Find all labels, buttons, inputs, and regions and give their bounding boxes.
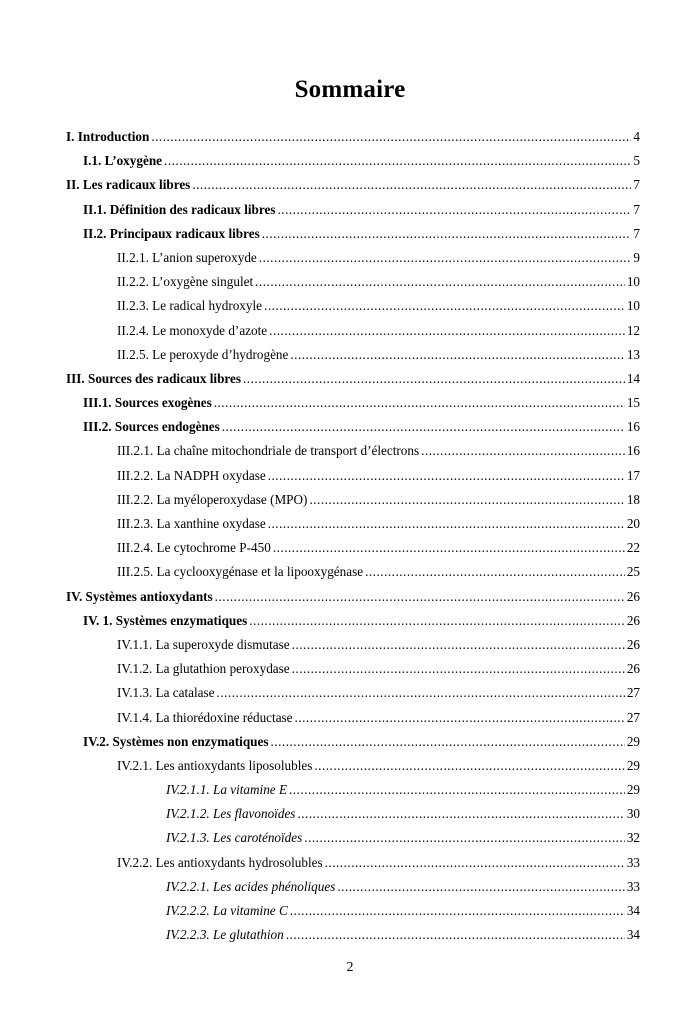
toc-entry[interactable] [0, 200, 700, 224]
toc-entry-label: IV.2.2.1. Les acides phénoliques [166, 878, 336, 894]
toc-entry-label: II.2.2. L’oxygène singulet [117, 274, 254, 290]
toc-dot-leader [290, 345, 624, 365]
toc-entry[interactable] [0, 756, 700, 780]
toc-entry[interactable] [0, 635, 700, 659]
toc-entry-label: IV.1.3. La catalase [117, 685, 215, 701]
toc-entry[interactable] [0, 732, 700, 756]
toc-entry[interactable] [0, 853, 700, 877]
toc-entry-label: III.2. Sources endogènes [83, 419, 220, 435]
toc-entry-label: IV.2.2. Les antioxydants hydrosolubles [117, 854, 323, 870]
toc-entry-label: III.2.4. Le cytochrome P-450 [117, 540, 271, 556]
toc-dot-leader [421, 441, 625, 461]
toc-entry-page: 5 [633, 153, 640, 169]
toc-entry-page: 26 [626, 661, 640, 677]
toc-entry-page: 15 [626, 395, 640, 411]
toc-dot-leader [325, 853, 625, 873]
toc-entry[interactable] [0, 514, 700, 538]
toc-entry-page: 27 [626, 685, 640, 701]
toc-dot-leader [262, 224, 632, 244]
toc-entry-page: 34 [626, 903, 640, 918]
toc-dot-leader [304, 828, 625, 848]
toc-entry-label: III.2.5. La cyclooxygénase et la lipooxygénase [117, 564, 364, 580]
toc-dot-leader [259, 248, 632, 268]
toc-dot-leader [277, 200, 631, 220]
toc-entry-label: IV.2.2.2. La vitamine C [166, 903, 288, 918]
toc-entry[interactable] [0, 708, 700, 732]
toc-dot-leader [268, 466, 625, 486]
toc-entry-page: 7 [633, 225, 640, 241]
toc-dot-leader [273, 538, 625, 558]
toc-entry-page: 4 [633, 129, 640, 144]
toc-entry-page: 20 [626, 516, 640, 531]
toc-entry[interactable] [0, 321, 700, 345]
toc-dot-leader [289, 780, 625, 800]
toc-entry-page: 17 [626, 467, 640, 483]
toc-entry-label: III.1. Sources exogènes [83, 395, 212, 411]
toc-entry-page: 10 [626, 298, 640, 314]
toc-entry-label: III. Sources des radicaux libres [66, 370, 241, 386]
toc-dot-leader [222, 417, 625, 437]
toc-entry[interactable] [0, 562, 700, 586]
toc-entry-label: IV.2.2.3. Le glutathion [166, 927, 284, 943]
toc-entry-page: 12 [626, 322, 640, 338]
toc-entry[interactable] [0, 296, 700, 320]
toc-entry-page: 26 [626, 612, 640, 628]
toc-entry-page: 9 [633, 249, 640, 265]
toc-entry-label: IV.2. Systèmes non enzymatiques [83, 733, 269, 749]
toc-dot-leader [249, 611, 625, 631]
toc-entry[interactable] [0, 393, 700, 417]
toc-entry[interactable] [0, 490, 700, 514]
toc-entry-label: IV. Systèmes antioxydants [66, 588, 213, 604]
toc-entry-page: 13 [626, 346, 640, 362]
toc-entry[interactable] [0, 877, 700, 901]
toc-entry-label: II.2.4. Le monoxyde d’azote [117, 322, 268, 338]
toc-dot-leader [314, 756, 624, 776]
toc-entry[interactable] [0, 127, 700, 151]
toc-entry[interactable] [0, 175, 700, 199]
toc-entry-label: I. Introduction [66, 129, 150, 144]
toc-entry-label: III.2.3. La xanthine oxydase [117, 516, 266, 531]
toc-entry-label: II.2. Principaux radicaux libres [83, 225, 260, 241]
toc-dot-leader [269, 321, 625, 341]
toc-entry-page: 26 [626, 588, 640, 604]
toc-entry[interactable] [0, 466, 700, 490]
toc-dot-leader [309, 490, 624, 510]
toc-entry[interactable] [0, 441, 700, 465]
toc-entry-page: 25 [626, 564, 640, 580]
toc-entry-label: II.2.1. L’anion superoxyde [117, 249, 257, 265]
toc-entry[interactable] [0, 345, 700, 369]
toc-dot-leader [217, 683, 625, 703]
toc-entry[interactable] [0, 538, 700, 562]
toc-entry-label: IV.2.1.2. Les flavonoïdes [166, 806, 296, 822]
toc-entry[interactable] [0, 611, 700, 635]
toc-dot-leader [337, 877, 624, 897]
toc-entry-page: 7 [633, 177, 640, 193]
toc-entry[interactable] [0, 369, 700, 393]
toc-dot-leader [271, 732, 625, 752]
toc-dot-leader [151, 127, 631, 147]
table-of-contents [0, 127, 700, 949]
toc-entry[interactable] [0, 780, 700, 804]
toc-entry-label: II.2.5. Le peroxyde d’hydrogène [117, 346, 289, 362]
toc-entry-page: 33 [626, 854, 640, 870]
toc-dot-leader [243, 369, 625, 389]
toc-entry-label: II.2.3. Le radical hydroxyle [117, 298, 263, 314]
toc-entry[interactable] [0, 901, 700, 925]
toc-entry-label: IV.1.4. La thiorédoxine réductase [117, 709, 293, 725]
toc-dot-leader [255, 272, 625, 292]
toc-entry-page: 22 [626, 540, 640, 556]
toc-entry-page: 10 [626, 274, 640, 290]
toc-entry-page: 34 [626, 927, 640, 943]
toc-entry-page: 29 [626, 782, 640, 798]
toc-entry[interactable] [0, 272, 700, 296]
toc-entry-label: IV.1.1. La superoxyde dismutase [117, 636, 290, 652]
toc-entry[interactable] [0, 925, 700, 949]
toc-entry[interactable] [0, 659, 700, 683]
toc-entry-page: 26 [626, 636, 640, 652]
toc-entry-label: IV.2.1.1. La vitamine E [166, 782, 287, 798]
toc-dot-leader [292, 659, 625, 679]
page-title: Sommaire [294, 76, 406, 103]
toc-entry-label: I.1. L’oxygène [83, 153, 163, 169]
toc-entry-page: 16 [626, 419, 640, 435]
toc-entry[interactable] [0, 828, 700, 852]
toc-entry-label: II. Les radicaux libres [66, 177, 191, 193]
toc-entry-page: 33 [626, 878, 640, 894]
toc-entry-label: IV.1.2. La glutathion peroxydase [117, 661, 290, 677]
toc-entry-label: IV.2.1.3. Les caroténoïdes [166, 830, 303, 846]
toc-entry-page: 7 [633, 201, 640, 217]
toc-dot-leader [164, 151, 631, 171]
toc-entry[interactable] [0, 804, 700, 828]
toc-entry-page: 27 [626, 709, 640, 725]
toc-entry-page: 29 [626, 757, 640, 773]
toc-dot-leader [192, 175, 631, 195]
toc-dot-leader [214, 393, 625, 413]
toc-entry-page: 30 [626, 806, 640, 822]
toc-dot-leader [215, 587, 625, 607]
toc-dot-leader [290, 901, 625, 921]
toc-entry-label: III.2.2. La NADPH oxydase [117, 467, 266, 483]
toc-dot-leader [264, 296, 625, 316]
toc-entry-page: 32 [626, 830, 640, 846]
toc-entry[interactable] [0, 224, 700, 248]
toc-dot-leader [286, 925, 625, 945]
toc-entry-label: III.2.2. La myéloperoxydase (MPO) [117, 491, 308, 507]
toc-dot-leader [297, 804, 624, 824]
toc-entry-page: 16 [626, 443, 640, 459]
toc-entry[interactable] [0, 151, 700, 175]
toc-entry[interactable] [0, 248, 700, 272]
toc-entry-page: 14 [626, 370, 640, 386]
page-number: 2 [346, 960, 354, 975]
toc-dot-leader [292, 635, 625, 655]
toc-entry-label: III.2.1. La chaîne mitochondriale de transport d’électrons [117, 443, 420, 459]
toc-entry[interactable] [0, 683, 700, 707]
toc-entry-label: IV.2.1. Les antioxydants liposolubles [117, 757, 313, 773]
toc-entry-label: II.1. Définition des radicaux libres [83, 201, 276, 217]
toc-dot-leader [268, 514, 625, 534]
toc-entry[interactable] [0, 587, 700, 611]
toc-entry[interactable] [0, 417, 700, 441]
toc-entry-page: 18 [626, 491, 640, 507]
toc-dot-leader [365, 562, 625, 582]
toc-dot-leader [295, 708, 625, 728]
toc-entry-page: 29 [626, 733, 640, 749]
toc-entry-label: IV. 1. Systèmes enzymatiques [83, 612, 248, 628]
